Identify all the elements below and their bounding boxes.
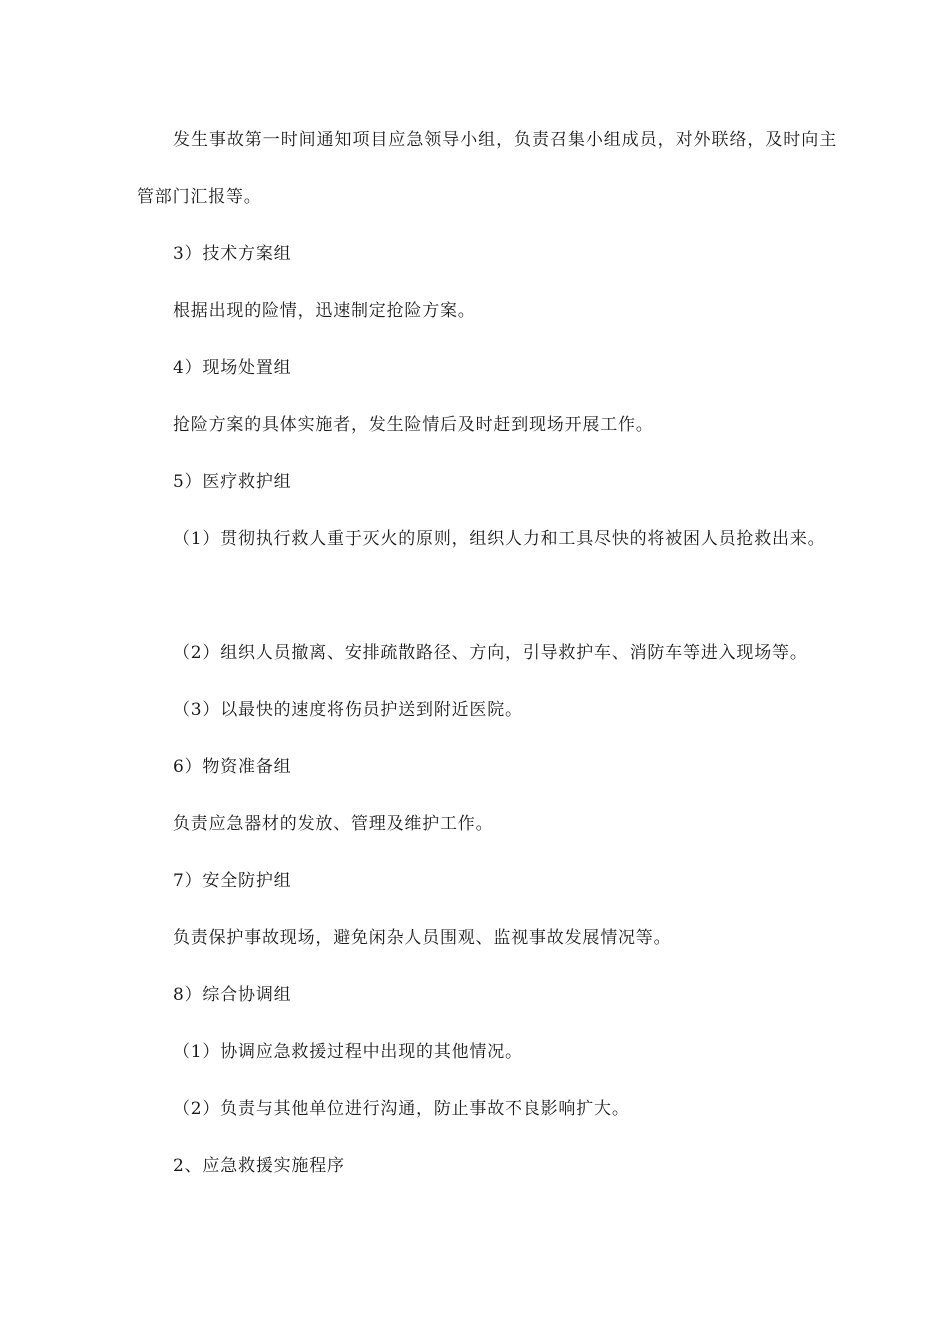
paragraph-medical-item-1: （1）贯彻执行救人重于灭火的原则，组织人力和工具尽快的将被困人员抢救出来。: [173, 529, 826, 549]
paragraph-command-notify: 发生事故第一时间通知项目应急领导小组，负责召集小组成员，对外联络，及时向主管部门汇报等。: [137, 130, 837, 207]
heading-onsite-handling-group: 4）现场处置组: [173, 358, 292, 378]
paragraph-medical-item-3: （3）以最快的速度将伤员护送到附近医院。: [173, 700, 523, 720]
paragraph-material-prep: 负责应急器材的发放、管理及维护工作。: [173, 814, 494, 834]
heading-technical-plan-group: 3）技术方案组: [173, 244, 292, 264]
paragraph-coordination-item-1: （1）协调应急救援过程中出现的其他情况。: [173, 1042, 523, 1062]
heading-emergency-procedure: 2、应急救援实施程序: [173, 1156, 345, 1176]
paragraph-technical-plan: 根据出现的险情，迅速制定抢险方案。: [173, 301, 476, 321]
paragraph-safety-protection: 负责保护事故现场，避免闲杂人员围观、监视事故发展情况等。: [173, 928, 672, 948]
heading-material-prep-group: 6）物资准备组: [173, 757, 292, 777]
paragraph-coordination-item-2: （2）负责与其他单位进行沟通，防止事故不良影响扩大。: [173, 1099, 630, 1119]
paragraph-medical-item-2: （2）组织人员撤离、安排疏散路径、方向，引导救护车、消防车等进入现场等。: [173, 643, 808, 663]
heading-safety-protection-group: 7）安全防护组: [173, 871, 292, 891]
heading-coordination-group: 8）综合协调组: [173, 985, 292, 1005]
paragraph-onsite-handling: 抢险方案的具体实施者，发生险情后及时赶到现场开展工作。: [173, 415, 654, 435]
heading-medical-rescue-group: 5）医疗救护组: [173, 472, 292, 492]
